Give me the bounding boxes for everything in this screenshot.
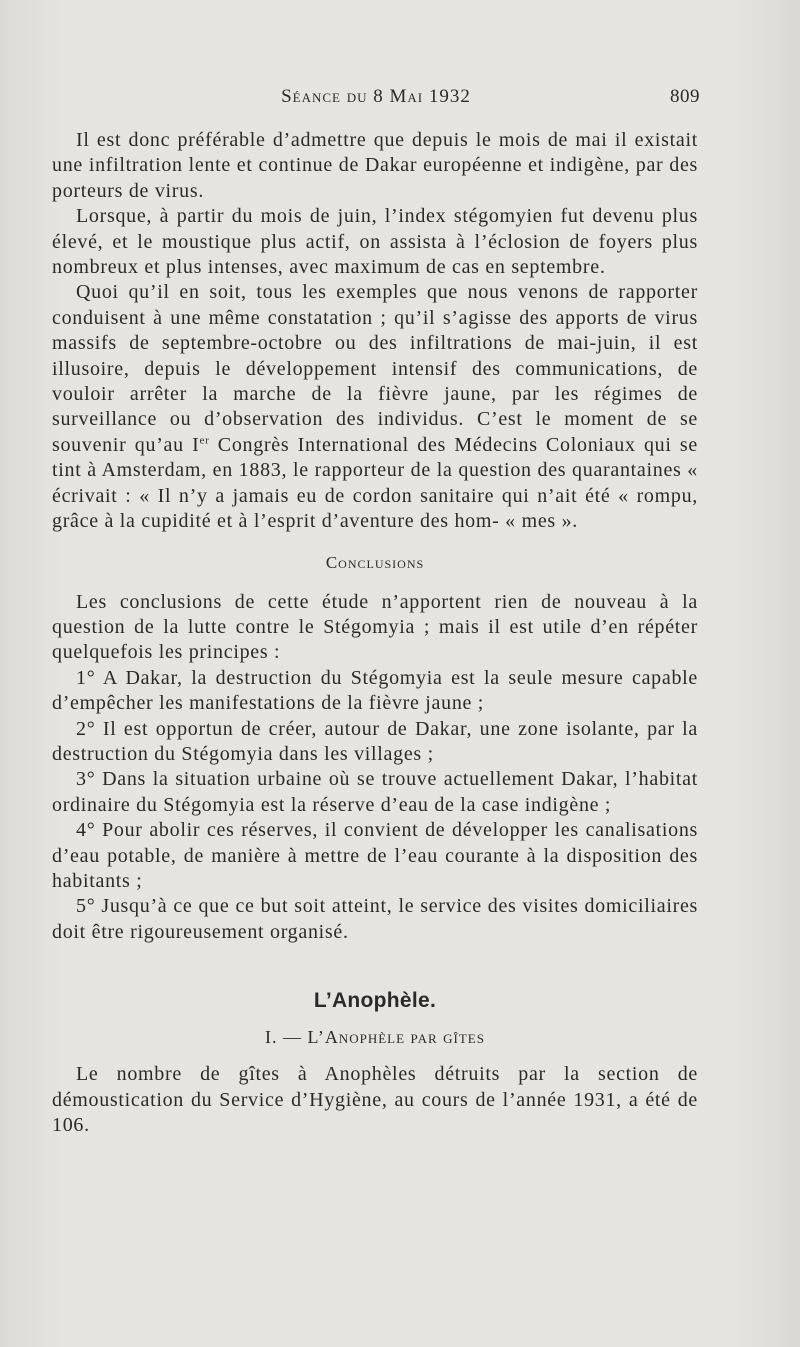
conclusions-intro: Les conclusions de cette étude n’apportent rien de nouveau à la question de la lutte contre le Stégomyia ; mais il est utile d’en répéter quelquefois les principes :	[52, 590, 698, 664]
conclusion-item-5: 5° Jusqu’à ce que ce but soit atteint, le service des visites domiciliaires doit être rigoureusement organisé.	[52, 895, 698, 943]
paragraph-gites: Le nombre de gîtes à Anophèles détruits par la section de démoustication du Service d’Hygiène, au cours de l’année 1931, a été de 106.	[52, 1063, 698, 1136]
conclusion-item-4: 4° Pour abolir ces réserves, il convient de développer les canalisations d’eau potable, de manière à mettre de l’eau courante à la disposition des habitants ;	[52, 819, 698, 892]
running-title: Séance du 8 Mai 1932	[281, 86, 471, 107]
page-body	[52, 128, 698, 1138]
paragraph-quoi-part2: Congrès International des Médecins Coloniaux qui se tint à Amsterdam, en 1883, le rapporteur de la question des quarantaines « écrivait : « Il n’y a jamais eu de cordon sanitaire qui n’ait été « rompu, grâce à la cupidité et à l’esprit d’aventure des hom- « mes ».	[52, 433, 698, 533]
paragraph-quoi-part1: Quoi qu’il en soit, tous les exemples que nous venons de rapporter conduisent à une même constatation ; qu’il s’agisse des apports de virus massifs de septembre-octobre ou des infiltrations de mai-juin, il est illusoire, depuis le développement intensif des communications, de vouloir arrêter la marche de la fièvre jaune, par les régimes de surveillance ou d’observation des individus. C’est le moment de se souvenir qu’au I	[52, 281, 698, 456]
page-number: 809	[670, 86, 700, 107]
section-title-conclusions: Conclusions	[325, 552, 425, 572]
heading-anophele: L’Anophèle.	[313, 989, 437, 1013]
ordinal-superscript: er	[199, 434, 210, 447]
page-header	[52, 86, 700, 114]
conclusion-item-2: 2° Il est opportun de créer, autour de Dakar, une zone isolante, par la destruction du Stégomyia dans les villages ;	[52, 717, 698, 765]
paragraph-quoi	[52, 280, 698, 534]
subsection-title-gites: I. — L’Anophèle par gîtes	[265, 1027, 485, 1048]
conclusion-item-1: 1° A Dakar, la destruction du Stégomyia est la seule mesure capable d’empêcher les manifestations de la fièvre jaune ;	[52, 666, 698, 715]
conclusion-item-3: 3° Dans la situation urbaine où se trouve actuellement Dakar, l’habitat ordinaire du Stégomyia est la réserve d’eau de la case indigène ;	[52, 768, 698, 816]
paragraph-juin: Lorsque, à partir du mois de juin, l’index stégomyien fut devenu plus élevé, et le moustique plus actif, on assista à l’éclosion de foyers plus nombreux et plus intenses, avec maximum de cas en septembre.	[52, 205, 698, 279]
paragraph-infiltration: Il est donc préférable d’admettre que depuis le mois de mai il existait une infiltration lente et continue de Dakar européenne et indigène, par des porteurs de virus.	[52, 129, 698, 202]
